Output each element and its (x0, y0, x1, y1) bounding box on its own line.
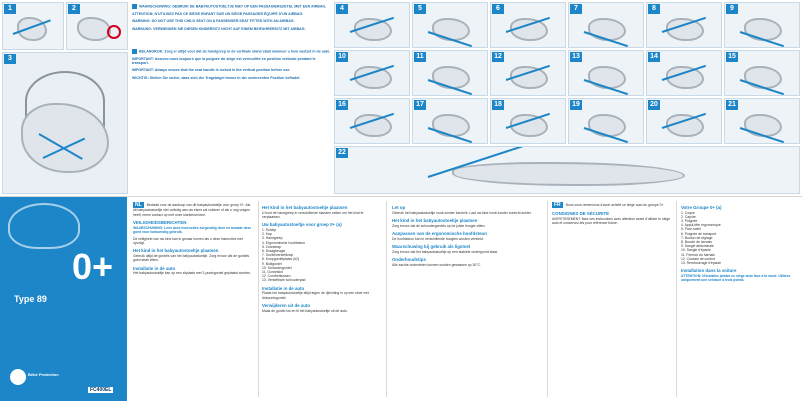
panel-number: 13 (570, 52, 582, 62)
warning-nl: WAARSCHUWING: GEBRUIK DE BABYAUTOSTOELTJE NIET OP EEN PASSAGIERSZETEL MET EEN AIRBAG. (139, 4, 327, 9)
list-item: 4. Appui-tête ergonomique (681, 223, 721, 228)
body-text: Het babyautostoeltje kan op een zitplaats met 3-puntsgordel geplaatst worden. (133, 271, 251, 276)
list-item: 10. Sangle d'épaule (681, 248, 711, 253)
panel-number: 8 (648, 4, 660, 14)
column-fr-b (681, 202, 799, 398)
panel-17 (412, 98, 488, 144)
panel-number: 19 (570, 100, 582, 110)
language-badge: FR (554, 202, 561, 208)
body-text: De hoofdsteun kan in verschillende hoogtes worden versteld. (392, 236, 484, 241)
panel-number: 4 (336, 4, 348, 14)
illustration-band (0, 0, 802, 196)
panel-number: 15 (726, 52, 738, 62)
section-heading: VEILIGHEIDSBERICHTEN (133, 220, 187, 226)
important-fr: IMPORTANT: Assurez-vous toujours que la poignée du siège est verrouillée en position verticale pendant le transport. (132, 56, 316, 66)
list-item: 11. Fermoir du harnais (681, 252, 715, 257)
section-heading: Het kind in het babyautostoeltje plaatsen (262, 205, 348, 210)
section-heading: Installatie in de auto (133, 265, 176, 271)
panel-21 (724, 98, 800, 144)
section-heading: Uw babyautostoeltje voor groep 0+ (a) (262, 222, 342, 228)
column-fr (552, 202, 672, 398)
seat-illustration (588, 18, 626, 41)
panel-8 (646, 2, 722, 48)
panel-number: 9 (726, 4, 738, 14)
seat-illustration (588, 66, 626, 89)
column-divider (676, 201, 677, 397)
list-item: 10. Schoudergordel (262, 265, 292, 270)
panel-number: 11 (414, 52, 426, 62)
left-illustrations (2, 2, 129, 194)
panel-3 (2, 52, 128, 194)
section-heading: Votre Groupe 0+ (a) (681, 205, 722, 210)
list-item: 5. Zonnekap (262, 244, 281, 249)
warning-text: WAARSCHUWING: Lees deze instructies zorgvuldig door en bewaar deze goed voor toekomstig gebruik. (133, 225, 252, 235)
seat-illustration (744, 66, 782, 89)
section-heading: Verwijderen uit de auto (262, 303, 311, 309)
section-heading: Het kind in het babyautostoeltje plaatsen (133, 248, 219, 254)
panel-11 (412, 50, 488, 96)
list-item: 1. Coque (681, 210, 695, 215)
list-item: 9. Sangle abdominale (681, 244, 714, 249)
panel-number: 12 (492, 52, 504, 62)
section-heading: Het kind in het babyautostoeltje plaatsen (392, 218, 478, 223)
list-item: 2. Capote (681, 214, 696, 219)
panel-number: 22 (336, 148, 348, 158)
panel-number: 10 (336, 52, 348, 62)
panel-16 (334, 98, 410, 144)
column-en (392, 202, 542, 398)
warning-fr: ATTENTION: N'UTILISEZ PAS CE SIÈGE ENFANT SUR UN SIÈGE PASSAGER ÉQUIPÉ D'UN AIRBAG. (132, 12, 304, 16)
panel-19 (568, 98, 644, 144)
panel-5 (412, 2, 488, 48)
panel-number: 3 (4, 54, 16, 64)
panel-number: 2 (68, 4, 80, 14)
panel-number: 20 (648, 100, 660, 110)
panel-14 (646, 50, 722, 96)
language-badge: NL (135, 202, 142, 208)
list-item: 3. Handgreep (262, 236, 283, 241)
list-item: 6. Draagbeugel (262, 249, 286, 254)
panel-22 (334, 146, 800, 194)
panel-18 (490, 98, 566, 144)
list-item: 1. Schelp (262, 228, 277, 232)
seat-illustration (432, 114, 470, 137)
panel-4 (334, 2, 410, 48)
section-heading: CONSIGNES DE SÉCURITÉ (552, 211, 610, 217)
seat-illustration (432, 18, 470, 41)
panel-number: 21 (726, 100, 738, 110)
list-item: 8. Boucle de harnais (681, 240, 712, 245)
panel-number: 16 (336, 100, 348, 110)
list-item: 13. Rembourrage d'épaule (681, 261, 722, 266)
important-nl: BELANGRIJK: Zorg er altijd voor dat de handgreep in de vertikale stand staat wanneer u hem vastzet in de auto. (139, 49, 331, 54)
seat-illustration (432, 66, 470, 89)
list-item: 12. Coussin de confort (681, 256, 715, 261)
panel-number: 7 (570, 4, 582, 14)
panel-1 (2, 2, 64, 50)
section-heading: Installatie in de auto (262, 285, 305, 291)
intro-text: Bedankt voor de aankoop van dit babyautostoeltje voor groep 0+. Als dit babyautostoeltje niet volledig aan uw eisen zal voldoen of als u nog vragen heeft, neem contact op met onze klantenservice. (133, 203, 251, 217)
column-divider (547, 201, 548, 397)
list-item: 11. Gordelslot (262, 270, 283, 275)
body-text: Gebruik altijd de gordels van het babyautostoeltje. Zorg ervoor dat de gordels goed strak zitten. (133, 254, 250, 263)
panel-number: 5 (414, 4, 426, 14)
body-text: Zorg ervoor dat de schoudergordels op de juiste hoogte zitten. (392, 223, 486, 228)
seat-outline-illustration (8, 203, 80, 249)
column-divider (386, 201, 387, 397)
body-text: Gebruik het babyautostoeltje nooit zonder toezicht. Laat uw kind nooit zonder toezicht achter. (392, 210, 532, 215)
illustration-grid (334, 2, 800, 194)
panel-number: 17 (414, 100, 426, 110)
list-item: 9. Buikgordel (262, 261, 282, 266)
panel-6 (490, 2, 566, 48)
section-heading: Onderhoudstips (392, 257, 426, 262)
group-badge: 0+ (72, 246, 114, 287)
warnings-block (132, 4, 332, 152)
list-item: 3. Poignée (681, 219, 698, 223)
panel-number: 18 (492, 100, 504, 110)
body-text: Plaats het babyautostoeltje altijd tegen de rijrichting in op een stoel met driepuntsgordel. (262, 291, 369, 300)
panel-7 (568, 2, 644, 48)
list-item: 2. Kap (262, 232, 272, 237)
body-text: U kunt de handgreep in verschillende standen zetten om het kind te verplaatsen. (262, 210, 364, 219)
section-heading: Waarschuwing bij gebruik als ligstoel (392, 244, 471, 249)
seat-illustration (588, 114, 626, 137)
seat-illustration (744, 114, 782, 137)
body-text: Maak de gordel los en til het babyautostoeltje uit de auto. (262, 308, 348, 313)
brand-name: Bébé Protection (28, 372, 59, 377)
warning-icon (132, 49, 137, 54)
panel-13 (568, 50, 644, 96)
panel-20 (646, 98, 722, 144)
warning-de: WARNUNG: VERWENDEN SIE DIESEN KINDERSITZ NICHT AUF EINEM BEIFAHRERSITZ MIT AIRBAG. (132, 26, 306, 31)
panel-number: 6 (492, 4, 504, 14)
list-item: 12. Comfortkussen (262, 274, 291, 279)
panel-9 (724, 2, 800, 48)
body-text: Zorg ervoor dat het babyautostoeltje op een stabiele ondergrond staat. (392, 249, 498, 254)
text-band (0, 196, 802, 401)
section-heading: Aanpassen van de ergonomische hoofdsteun (392, 231, 487, 236)
list-item: 6. Poignée de transport (681, 231, 717, 236)
panel-10 (334, 50, 410, 96)
cover-panel (0, 197, 127, 401)
panel-number: 14 (648, 52, 660, 62)
list-item: 4. Ergonomische hoofdsteun (262, 240, 306, 245)
warning-text: ATTENTION: N'installez jamais ce siège auto face à la route. Utilisez uniquement une ceinture à trois points. (681, 273, 791, 283)
warning-en: WARNING: DO NOT USE THIS CHILD SEAT ON A PASSENGER SEAT FITTED WITH AN AIRBAG. (132, 19, 295, 24)
brand-logo-icon (10, 369, 26, 385)
seat-illustration (744, 18, 782, 41)
important-de: WICHTIG: Stellen Sie sicher, dass sich der Tragebügel immer in der senkrechten Position befindet. (132, 75, 301, 80)
panel-number: 1 (4, 4, 16, 14)
product-type: Type 89 (14, 294, 47, 304)
panel-2 (66, 2, 128, 50)
section-heading: Installation dans la voiture (681, 268, 737, 274)
column-divider (258, 201, 259, 397)
parts-list (262, 228, 382, 283)
warning-icon (132, 4, 137, 9)
no-airbag-icon (107, 25, 121, 39)
list-item: 5. Pare-soleil (681, 227, 701, 232)
body-text: AVERTISSEMENT: lisez ces instructions avec attention avant d'utiliser le siège auto et conservez-les pour référence future. (552, 217, 671, 226)
section-heading: Let op (392, 205, 406, 210)
body-text: De veiligheid van uw kind kan in gevaar komen als u deze instructies niet opvolgt. (133, 236, 243, 246)
body-text: Alle zachte onderdelen kunnen worden gewassen op 30°C. (392, 262, 482, 267)
product-code: FC400EL (90, 387, 112, 393)
important-en: IMPORTANT: Always ensure that the seat handle is locked in the vertical position before use. (132, 68, 291, 73)
panel-12 (490, 50, 566, 96)
intro-text: Nous vous remercions d'avoir acheté ce siège auto du groupe 0+. (565, 203, 665, 207)
parts-list (681, 211, 799, 266)
list-item: 7. Gordelverstelknop (262, 253, 294, 258)
list-item: 13. Verstelbare schouderpad (262, 278, 306, 283)
column-nl (133, 202, 253, 398)
list-item: 8. Knopgordelplaats (b2) (262, 257, 300, 262)
column-nl-b (262, 202, 382, 398)
panel-15 (724, 50, 800, 96)
list-item: 7. Bouton de réglage (681, 235, 713, 240)
seat-illustration (452, 162, 685, 186)
